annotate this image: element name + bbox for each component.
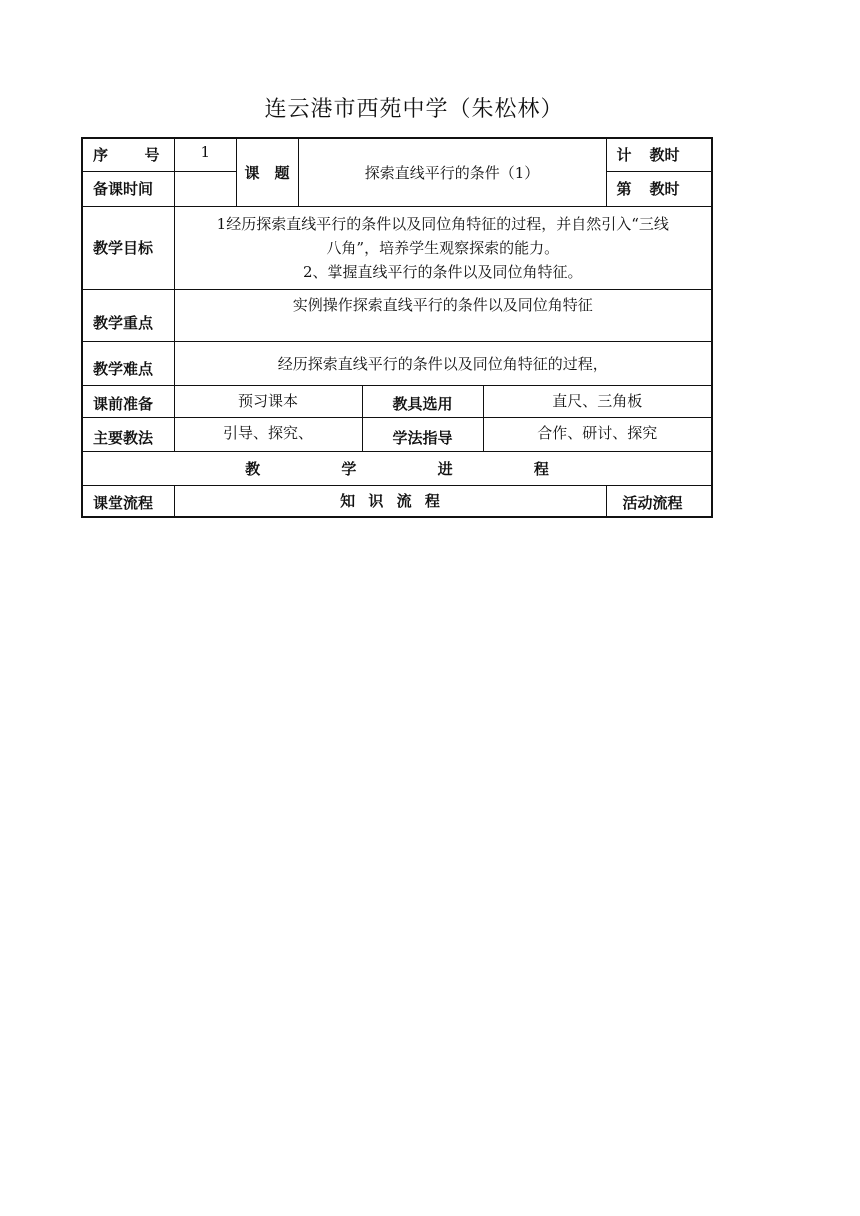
goals-line-3: 2、掌握直线平行的条件以及同位角特征。: [302, 262, 583, 281]
knowledge-char-4: 程: [424, 491, 440, 510]
preparation-value: 预习课本: [174, 385, 362, 417]
tools-value: 直尺、三角板: [483, 385, 712, 417]
row-method: [82, 417, 712, 451]
study-label: 学法指导: [362, 417, 483, 451]
method-value: 引导、探究、: [174, 417, 362, 451]
flow-label: 课堂流程: [82, 485, 174, 517]
process-char-1: 教: [245, 459, 261, 478]
goals-label: 教学目标: [82, 206, 174, 289]
method-label: 主要教法: [82, 417, 174, 451]
knowledge-char-1: 知: [340, 491, 356, 510]
knowledge-char-3: 流: [396, 491, 412, 510]
goals-line-2: 八角”，培养学生观察探索的能力。: [326, 238, 560, 257]
topic-value: 探索直线平行的条件（1）: [298, 138, 606, 206]
row-goals: [82, 206, 712, 289]
study-value: 合作、研讨、探究: [483, 417, 712, 451]
serial-value: 1: [174, 138, 236, 171]
key-value: 实例操作探索直线平行的条件以及同位角特征: [174, 289, 712, 341]
process-char-4: 程: [533, 459, 549, 478]
knowledge-char-2: 识: [368, 491, 384, 510]
activity-label: 活动流程: [606, 485, 712, 517]
process-title: [82, 451, 712, 485]
prep-time-label: 备课时间: [82, 171, 174, 206]
page-title: 连云港市西苑中学（朱松林）: [264, 97, 564, 122]
plan-label-b: 教时: [649, 146, 680, 165]
topic-label: 课 题: [236, 138, 298, 206]
tools-label: 教具选用: [362, 385, 483, 417]
knowledge-flow-title: [174, 485, 606, 517]
row-preparation: [82, 385, 712, 417]
plan-label-a: 计: [616, 146, 632, 165]
serial-label-b: 号: [144, 146, 160, 165]
lesson-plan-table: [81, 137, 713, 518]
goals-cell: [174, 206, 712, 289]
goals-line-1: 1经历探索直线平行的条件以及同位角特征的过程，并自然引入“三线: [216, 214, 669, 233]
preparation-label: 课前准备: [82, 385, 174, 417]
row-difficulty: [82, 341, 712, 385]
key-label: 教学重点: [82, 289, 174, 341]
order-label-cell: [606, 171, 712, 206]
serial-label-cell: [82, 138, 174, 171]
process-char-2: 学: [341, 459, 357, 478]
serial-label-a: 序: [93, 146, 109, 165]
order-label-a: 第: [616, 180, 632, 198]
row-serial: [82, 138, 712, 171]
plan-label-cell: [606, 138, 712, 171]
difficulty-label: 教学难点: [82, 341, 174, 385]
difficulty-value: 经历探索直线平行的条件以及同位角特征的过程，: [174, 341, 712, 385]
row-flow: [82, 485, 712, 517]
row-process-title: [82, 451, 712, 485]
prep-time-value: [174, 171, 236, 206]
row-key-points: [82, 289, 712, 341]
order-label-b: 教时: [649, 180, 680, 198]
process-char-3: 进: [437, 459, 453, 478]
